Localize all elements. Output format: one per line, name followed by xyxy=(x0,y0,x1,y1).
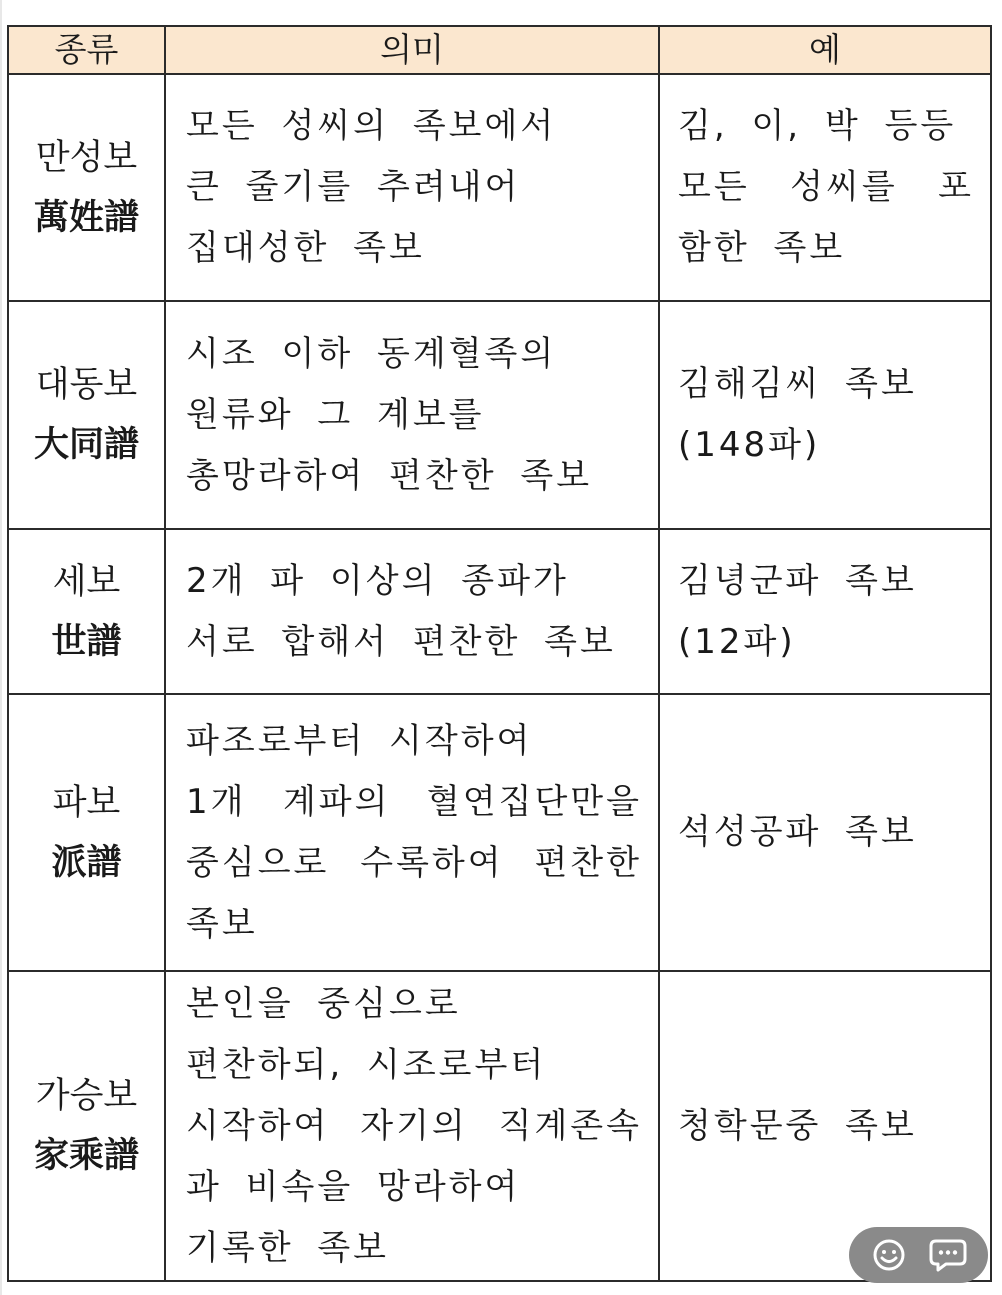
meaning-line: 본인을 중심으로 xyxy=(186,983,461,1024)
type-korean: 가승보 xyxy=(35,1076,138,1116)
meaning-line: 중심으로 수록하여 편찬한 xyxy=(186,842,642,883)
meaning-cell xyxy=(165,529,659,694)
header-type: 종류 xyxy=(8,26,165,74)
type-hanja: 世譜 xyxy=(51,621,122,662)
meaning-line: 1개 계파의 혈연집단만을 xyxy=(186,781,642,822)
type-cell xyxy=(8,74,165,301)
meaning-line: 기록한 족보 xyxy=(186,1227,390,1268)
genealogy-types-table xyxy=(7,25,992,1282)
type-korean: 파보 xyxy=(52,782,121,823)
meaning-line: 모든 성씨의 족보에서 xyxy=(186,106,557,146)
type-korean: 세보 xyxy=(52,561,121,602)
table-row xyxy=(8,74,991,301)
example-cell xyxy=(659,694,991,971)
meaning-line: 집대성한 족보 xyxy=(186,228,425,268)
meaning-cell xyxy=(165,301,659,529)
meaning-cell xyxy=(165,74,659,301)
example-line: (12파) xyxy=(678,621,796,662)
type-hanja: 家乘譜 xyxy=(33,1136,139,1176)
chat-widget[interactable] xyxy=(849,1227,988,1283)
type-hanja: 大同譜 xyxy=(33,425,139,465)
header-meaning: 의미 xyxy=(165,26,659,74)
meaning-line: 서로 합해서 편찬한 족보 xyxy=(186,621,616,662)
example-line: 김녕군파 족보 xyxy=(678,560,917,601)
meaning-cell xyxy=(165,971,659,1281)
table-row xyxy=(8,694,991,971)
example-cell xyxy=(659,529,991,694)
meaning-line: 2개 파 이상의 종파가 xyxy=(186,560,569,601)
meaning-line: 원류와 그 계보를 xyxy=(186,394,485,435)
example-line: (148파) xyxy=(678,425,821,465)
meaning-line: 파조로부터 시작하여 xyxy=(186,720,533,761)
type-cell xyxy=(8,971,165,1281)
example-cell xyxy=(659,74,991,301)
meaning-cell xyxy=(165,694,659,971)
table-row xyxy=(8,301,991,529)
smiley-icon[interactable] xyxy=(869,1235,909,1275)
meaning-line: 편찬하되, 시조로부터 xyxy=(186,1044,547,1085)
meaning-line: 총망라하여 편찬한 족보 xyxy=(186,455,593,496)
example-line: 김해김씨 족보 xyxy=(678,364,917,404)
table-row xyxy=(8,971,991,1281)
meaning-line: 큰 줄기를 추려내어 xyxy=(186,167,521,207)
example-line: 모든 성씨를 포 xyxy=(678,167,974,207)
type-hanja: 派譜 xyxy=(51,842,122,883)
example-line: 석성공파 족보 xyxy=(678,812,917,852)
example-line: 함한 족보 xyxy=(678,228,846,268)
meaning-line: 시작하여 자기의 직계존속 xyxy=(186,1105,642,1146)
meaning-line: 족보 xyxy=(186,903,258,944)
type-cell xyxy=(8,301,165,529)
type-hanja: 萬姓譜 xyxy=(33,197,139,238)
meaning-line: 시조 이하 동계혈족의 xyxy=(186,333,557,374)
example-cell xyxy=(659,301,991,529)
chat-bubble-icon[interactable] xyxy=(928,1235,968,1275)
type-cell xyxy=(8,694,165,971)
type-cell xyxy=(8,529,165,694)
type-korean: 대동보 xyxy=(35,365,138,405)
type-korean: 만성보 xyxy=(35,137,138,178)
table-row xyxy=(8,529,991,694)
table-header-row xyxy=(8,26,991,74)
header-example: 예 xyxy=(659,26,991,74)
example-line: 청학문중 족보 xyxy=(678,1105,917,1146)
meaning-line: 과 비속을 망라하여 xyxy=(186,1166,521,1207)
example-line: 김, 이, 박 등등 xyxy=(678,106,957,146)
